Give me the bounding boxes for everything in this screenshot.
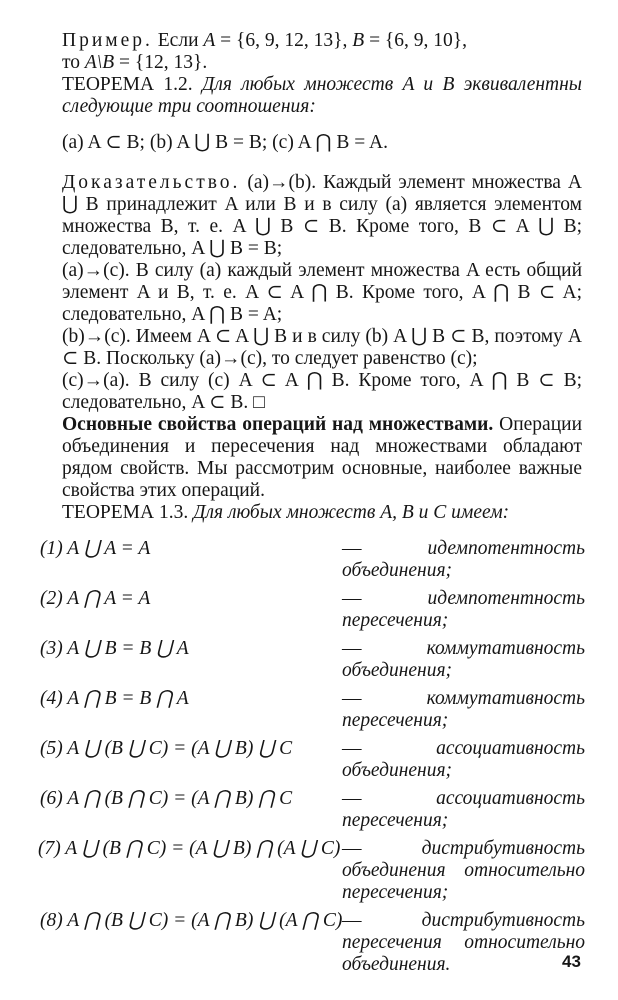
property-item: (1) A ⋃ A = A — идемпотентность объединения; [40, 538, 585, 581]
property-item: (7) A ⋃ (B ⋂ C) = (A ⋃ B) ⋂ (A ⋃ C) — дистрибутивность объединения относительно пересечения; [38, 838, 585, 903]
theorem-1-3-text: Для любых множеств A, B и C имеем: [188, 502, 510, 523]
theorem-1-2-label: ТЕОРЕМА 1.2. [62, 74, 193, 95]
proof-paragraph-2: (a)→(c). В силу (a) каждый элемент множества A есть общий элемент A и B, т. е. A ⊂ A ⋂ B. Кроме того, A ⋂ B ⊂ A; следовательно, A ⋂ B = A; [62, 260, 582, 325]
proof-paragraph-4: (c)→(a). В силу (c) A ⊂ A ⋂ B. Кроме того, A ⋂ B ⊂ B; следовательно, A ⊂ B. □ [62, 370, 582, 413]
property-item: (3) A ⋃ B = B ⋃ A — коммутативность объединения; [40, 638, 585, 681]
proof-paragraph-3: (b)→(c). Имеем A ⊂ A ⋃ B и в силу (b) A ⋃ B ⊂ B, поэтому A ⊂ B. Поскольку (a)→(c), то следует равенство (c); [62, 326, 582, 369]
theorem-1-2-text: Для любых множеств A и B эквивалентны следующие три соотношения: [62, 74, 582, 117]
proof-paragraph-1: Доказательство. (a)→(b). Каждый элемент множества A ⋃ B принадлежит A или B и в силу (а) является элементом множества B, т. е. A ⋃ B ⊂ B. Кроме того, B ⊂ A ⋃ B; следовательно, A ⋃ B = B; [62, 172, 582, 259]
section-paragraph: Основные свойства операций над множествами. Операции объединения и пересечения над множествами обладают рядом свойств. Мы рассмотрим основные, наиболее важные свойства этих операций. [62, 414, 583, 501]
page-body [62, 30, 582, 524]
theorem-1-3 [62, 502, 582, 524]
example-label: Пример. [62, 30, 153, 51]
theorem-1-3-label: ТЕОРЕМА 1.3. [62, 502, 189, 523]
property-item: (8) A ⋂ (B ⋃ C) = (A ⋂ B) ⋃ (A ⋂ C) — дистрибутивность пересечения относительно объединения. [40, 910, 585, 975]
section-heading: Основные свойства операций над множествами. [62, 414, 494, 435]
theorem-1-2 [62, 74, 582, 118]
property-item: (4) A ⋂ B = B ⋂ A — коммутативность пересечения; [40, 688, 585, 731]
proof-label: Доказательство. [62, 172, 241, 193]
property-item: (2) A ⋂ A = A — идемпотентность пересечения; [40, 588, 585, 631]
example-paragraph: Пример. Если A = {6, 9, 12, 13}, B = {6, 9, 10}, то A\B = {12, 13}. [62, 30, 468, 73]
page-number: 43 [562, 952, 581, 971]
theorem-1-2-formula: (a) A ⊂ B; (b) A ⋃ B = B; (c) A ⋂ B = A. [62, 132, 389, 153]
property-item: (6) A ⋂ (B ⋂ C) = (A ⋂ B) ⋂ C — ассоциативность пересечения; [40, 788, 585, 831]
property-item: (5) A ⋃ (B ⋃ C) = (A ⋃ B) ⋃ C — ассоциативность объединения; [40, 738, 585, 781]
